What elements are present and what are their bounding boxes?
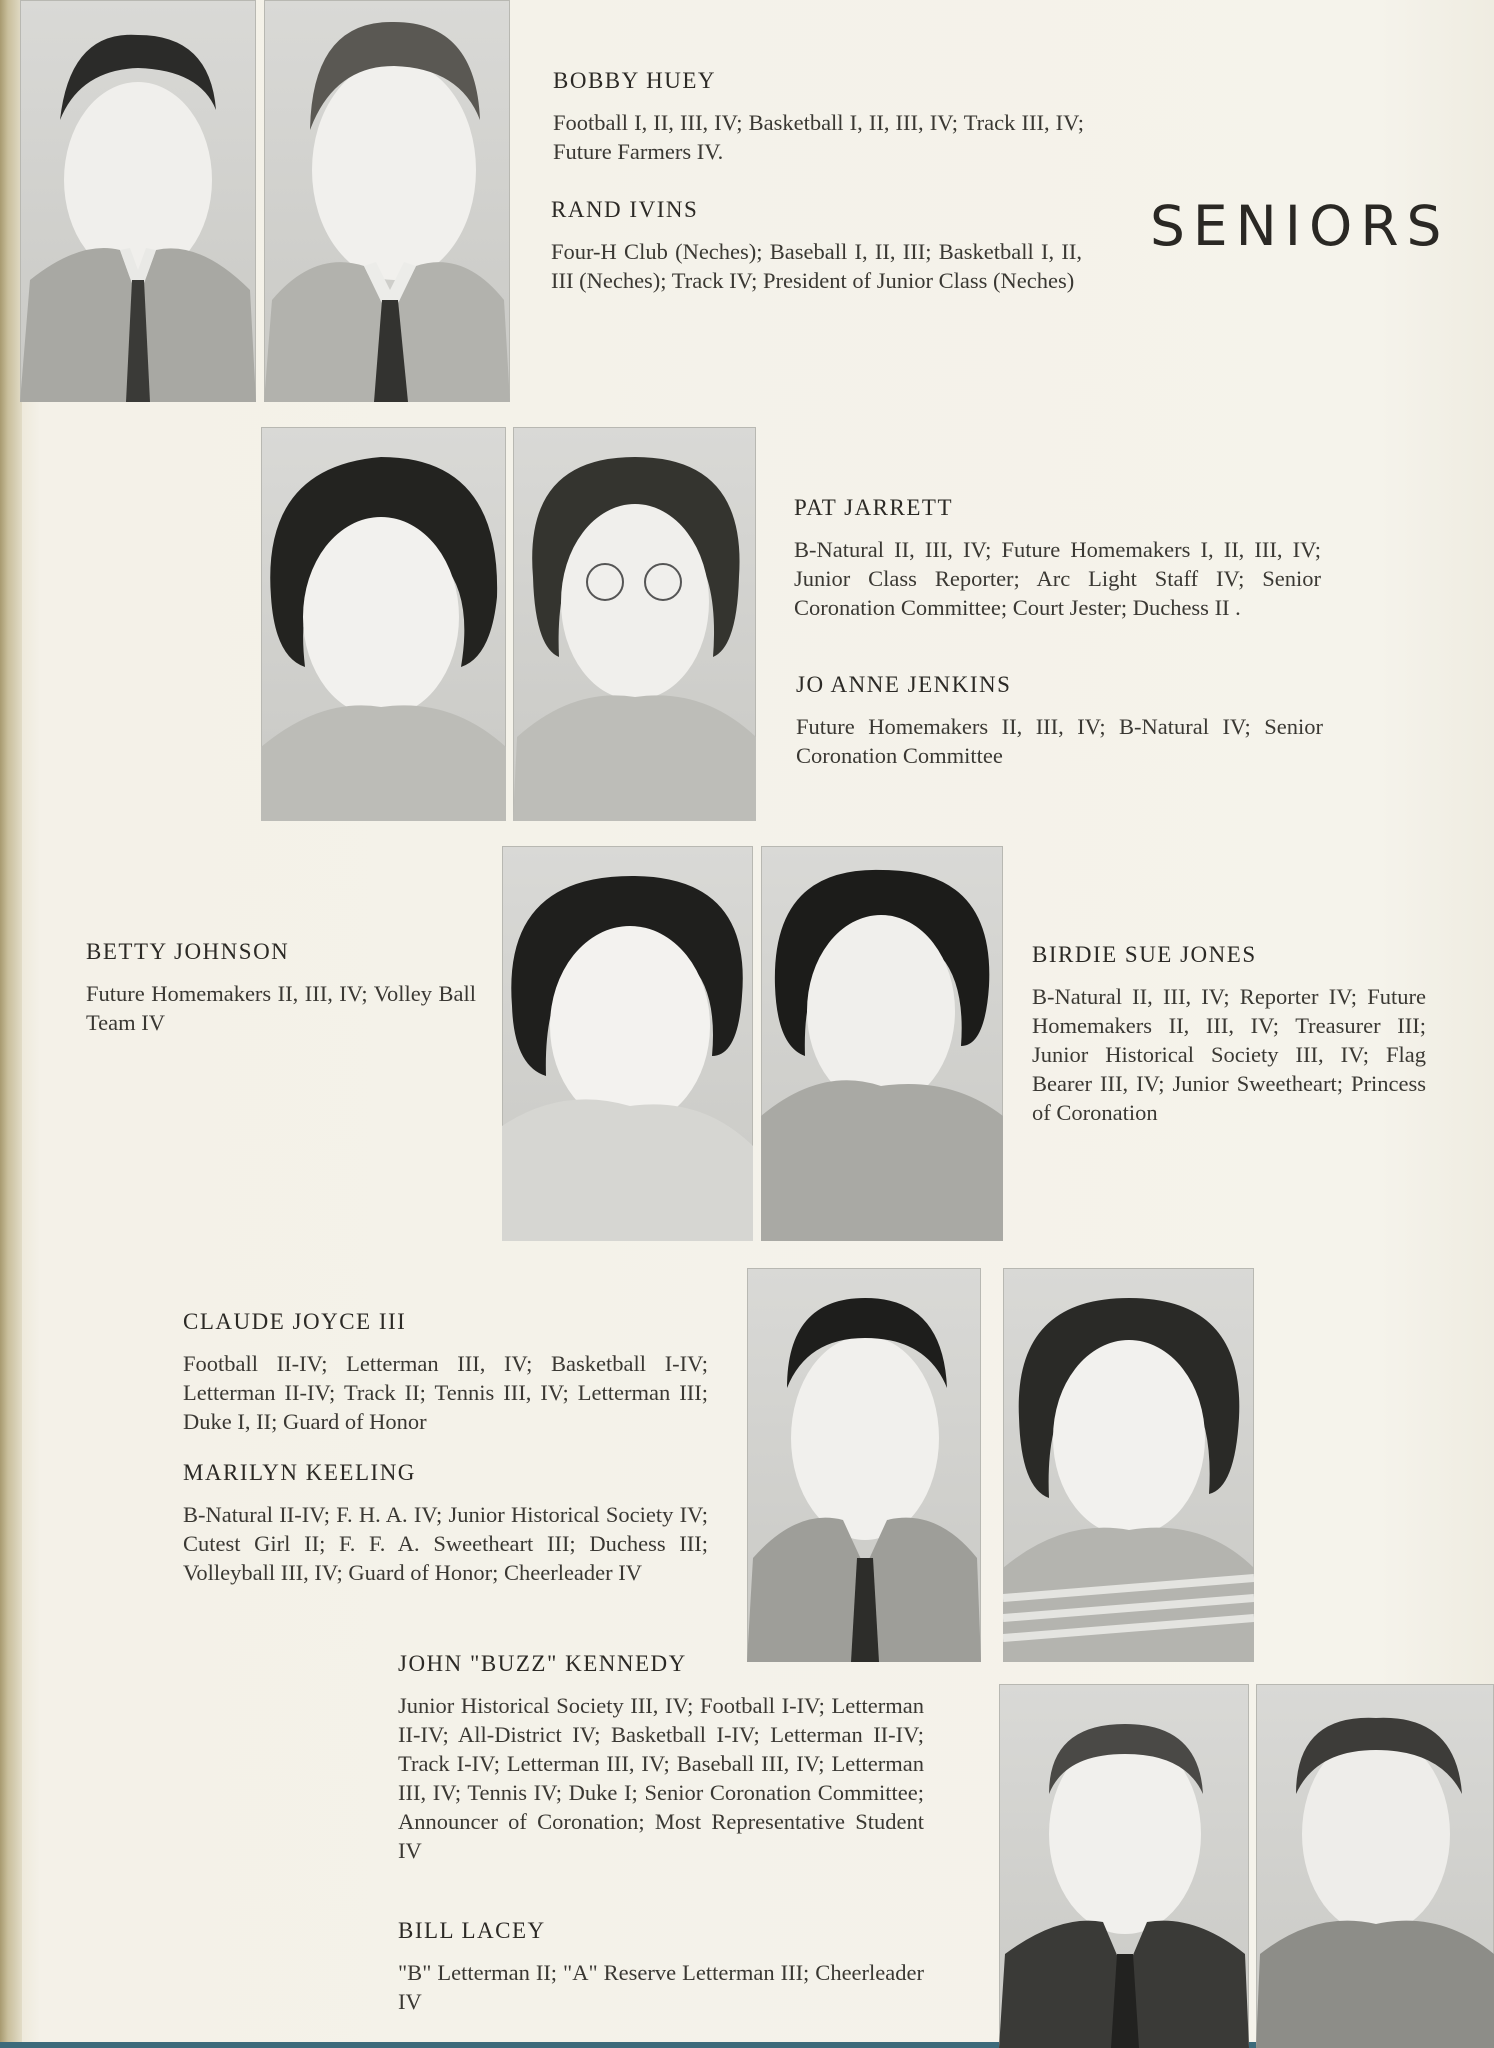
- senior-name: BETTY JOHNSON: [86, 939, 290, 964]
- senior-activities: Junior Historical Society III, IV; Football I-IV; Letterman II-IV; All-District IV; Basketball I-IV; Letterman II-IV; Track I-IV; Letterman III, IV; Baseball III, IV; Letterman III, IV; Tennis IV; Duke I; Senior Coronation Committee; Announcer of Coronation; Most Representative Student IV: [398, 1693, 924, 1863]
- senior-name: JO ANNE JENKINS: [796, 672, 1012, 697]
- senior-entry: [551, 197, 1082, 295]
- portrait-claude-joyce-iii: [747, 1268, 981, 1662]
- portrait-rand-ivins: [264, 0, 510, 402]
- portrait-photo-icon: [1256, 1684, 1494, 2048]
- portrait-photo-icon: [20, 0, 256, 402]
- portrait-jo-anne-jenkins: [513, 427, 756, 821]
- senior-entry: [796, 672, 1323, 770]
- portrait-bobby-huey: [20, 0, 256, 402]
- portrait-photo-icon: [999, 1684, 1249, 2048]
- portrait-marilyn-keeling: [1003, 1268, 1254, 1662]
- senior-entry: [183, 1460, 708, 1587]
- portrait-photo-icon: [747, 1268, 981, 1662]
- senior-activities: Future Homemakers II, III, IV; Volley Ball Team IV: [86, 981, 476, 1035]
- page-title: SENIORS: [1150, 194, 1450, 258]
- senior-name: BOBBY HUEY: [553, 68, 717, 93]
- senior-activities: Four-H Club (Neches); Baseball I, II, III; Basketball I, II, III (Neches); Track IV; President of Junior Class (Neches): [551, 239, 1082, 293]
- senior-name: JOHN "BUZZ" KENNEDY: [398, 1651, 687, 1676]
- senior-name: MARILYN KEELING: [183, 1460, 416, 1485]
- senior-entry: [1032, 942, 1426, 1127]
- portrait-photo-icon: [264, 0, 510, 402]
- senior-activities: B-Natural II, III, IV; Future Homemakers I, II, III, IV; Junior Class Reporter; Arc Light Staff IV; Senior Coronation Committee; Court Jester; Duchess II .: [794, 537, 1321, 620]
- portrait-photo-icon: [1003, 1268, 1254, 1662]
- book-spine: [0, 0, 22, 2048]
- portrait-photo-icon: [761, 846, 1003, 1241]
- senior-activities: B-Natural II-IV; F. H. A. IV; Junior Historical Society IV; Cutest Girl II; F. F. A. Sweetheart III; Duchess III; Volleyball III, IV; Guard of Honor; Cheerleader IV: [183, 1502, 708, 1585]
- senior-activities: "B" Letterman II; "A" Reserve Letterman III; Cheerleader IV: [398, 1960, 924, 2014]
- senior-activities: Football I, II, III, IV; Basketball I, II, III, IV; Track III, IV; Future Farmers IV.: [553, 110, 1084, 164]
- portrait-john-buzz-kennedy: [999, 1684, 1249, 2048]
- portrait-betty-johnson: [502, 846, 753, 1241]
- senior-name: BILL LACEY: [398, 1918, 546, 1943]
- senior-name: BIRDIE SUE JONES: [1032, 942, 1257, 967]
- portrait-bill-lacey: [1256, 1684, 1494, 2048]
- portrait-pat-jarrett: [261, 427, 506, 821]
- senior-activities: Future Homemakers II, III, IV; B-Natural IV; Senior Coronation Committee: [796, 714, 1323, 768]
- senior-name: RAND IVINS: [551, 197, 699, 222]
- senior-name: PAT JARRETT: [794, 495, 954, 520]
- senior-entry: [398, 1918, 924, 2016]
- senior-activities: Football II-IV; Letterman III, IV; Basketball I-IV; Letterman II-IV; Track II; Tennis III, IV; Letterman III; Duke I, II; Guard of Honor: [183, 1351, 708, 1434]
- portrait-birdie-sue-jones: [761, 846, 1003, 1241]
- senior-entry: [183, 1309, 708, 1436]
- senior-activities: B-Natural II, III, IV; Reporter IV; Future Homemakers II, III, IV; Treasurer III; Junior Historical Society III, IV; Flag Bearer III, IV; Junior Sweetheart; Princess of Coronation: [1032, 984, 1426, 1125]
- portrait-photo-icon: [513, 427, 756, 821]
- portrait-photo-icon: [261, 427, 506, 821]
- senior-entry: [86, 939, 476, 1037]
- senior-entry: [398, 1651, 924, 1865]
- senior-name: CLAUDE JOYCE III: [183, 1309, 407, 1334]
- portrait-photo-icon: [502, 846, 753, 1241]
- senior-entry: [794, 495, 1321, 622]
- senior-entry: [553, 68, 1084, 166]
